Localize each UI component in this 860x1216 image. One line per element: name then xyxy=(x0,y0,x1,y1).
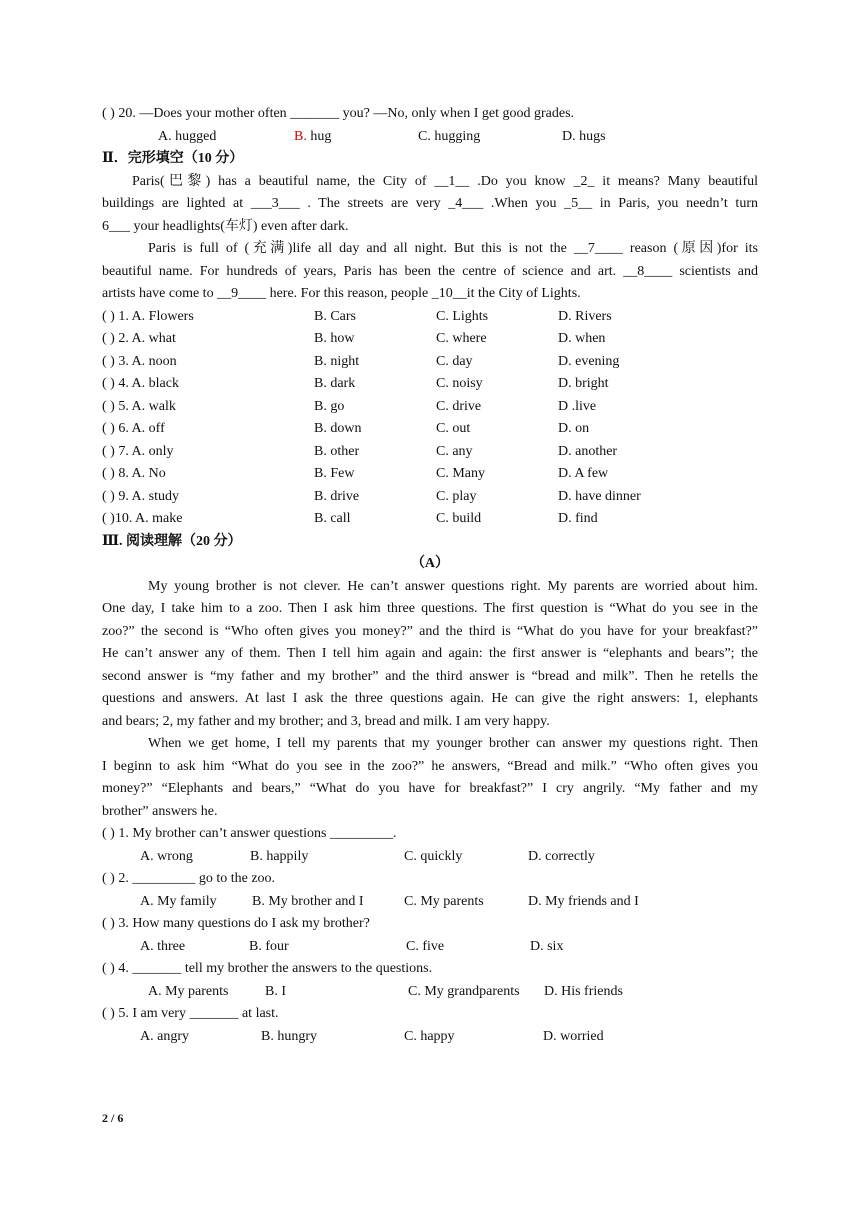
reading-option-c: C. five xyxy=(406,938,445,954)
cloze-option-d: D. on xyxy=(558,421,590,436)
reading-option-d: D. My friends and I xyxy=(528,893,639,909)
reading-question-options xyxy=(102,891,758,914)
q20-options xyxy=(102,126,758,149)
cloze-option-c: C. out xyxy=(436,421,471,436)
cloze-option-b: B. call xyxy=(314,511,351,526)
cloze-option-a: ( ) 4. A. black xyxy=(102,376,179,391)
cloze-option-b: B. Few xyxy=(314,466,355,481)
reading-option-d: D. correctly xyxy=(528,848,595,864)
cloze-option-c: C. where xyxy=(436,331,487,346)
reading-text-line: I beginn to ask him “What do you see in the zoo?” he answers, “Bread and milk.” “Who often gives you xyxy=(102,758,758,774)
cloze-question-row xyxy=(102,396,758,419)
cloze-question-row xyxy=(102,486,758,509)
cloze-option-c: C. day xyxy=(436,353,473,369)
page-number: 2 / 6 xyxy=(102,1111,124,1125)
reading-question-stem: ( ) 2. _________ go to the zoo. xyxy=(102,871,276,886)
cloze-option-b: B. down xyxy=(314,421,362,436)
cloze-option-c: C. noisy xyxy=(436,376,483,391)
cloze-option-d: D. find xyxy=(558,511,598,526)
q20-option-b-letter: B. xyxy=(294,128,307,144)
cloze-option-b: B. night xyxy=(314,353,360,369)
cloze-question-row xyxy=(102,306,758,329)
q20-option-b-text: hug xyxy=(306,128,332,144)
cloze-option-b: B. drive xyxy=(314,488,360,504)
section2-p1-line3: 6___ your headlights(车灯) even after dark. xyxy=(102,218,349,234)
cloze-option-d: D. another xyxy=(558,443,618,459)
reading-option-a: A. My family xyxy=(140,893,217,909)
cloze-question-row xyxy=(102,463,758,486)
reading-text-line: questions and answers. At last I ask the three questions again. He can give the right answers: 1, elephants xyxy=(102,691,758,706)
reading-question-options xyxy=(102,1026,758,1049)
reading-option-a: A. angry xyxy=(140,1028,189,1044)
reading-text-line: He can’t answer any of them. Then I tell him again and again: the first answer is “elephants and bears”; the xyxy=(102,646,758,661)
reading-option-d: D. His friends xyxy=(544,983,623,999)
cloze-option-d: D. have dinner xyxy=(558,488,641,504)
reading-text-line: second answer is “my father and my brother” and the third answer is “bread and milk”. Then he retells the xyxy=(102,668,758,684)
reading-option-b: B. My brother and I xyxy=(252,893,364,909)
cloze-option-d: D. A few xyxy=(558,466,609,481)
cloze-question-row xyxy=(102,441,758,464)
cloze-question-row xyxy=(102,328,758,351)
reading-option-d: D. six xyxy=(530,938,564,954)
cloze-question-row xyxy=(102,373,758,396)
reading-question-options xyxy=(102,936,758,959)
section3-heading: Ⅲ. 阅读理解（20 分） xyxy=(102,533,242,549)
section2-heading: Ⅱ．完形填空（10 分） xyxy=(102,151,244,166)
cloze-option-c: C. build xyxy=(436,511,482,526)
cloze-option-c: C. drive xyxy=(436,398,482,414)
cloze-option-b: B. Cars xyxy=(314,308,356,324)
reading-paragraph-2 xyxy=(102,733,758,823)
cloze-option-c: C. any xyxy=(436,443,473,459)
reading-question-stem: ( ) 5. I am very _______ at last. xyxy=(102,1006,279,1021)
reading-option-a: A. My parents xyxy=(148,983,229,999)
cloze-option-d: D. Rivers xyxy=(558,308,612,324)
reading-text-line: One day, I take him to a zoo. Then I ask him three questions. The first question is “What do you see in the xyxy=(102,601,758,616)
reading-question-options xyxy=(102,981,758,1004)
reading-option-b: B. happily xyxy=(250,848,309,864)
section2-p1-line2: buildings are lighted at ___3___ . The streets are very _4___ .When you _5__ in Paris, you needn’t turn xyxy=(102,196,758,211)
q20-option-c: C. hugging xyxy=(418,128,481,144)
reading-option-c: C. happy xyxy=(404,1028,455,1044)
cloze-option-d: D. when xyxy=(558,331,606,346)
reading-option-b: B. I xyxy=(265,983,286,999)
reading-option-c: C. My grandparents xyxy=(408,983,520,999)
cloze-question-row xyxy=(102,508,758,531)
cloze-question-row xyxy=(102,418,758,441)
cloze-question-row xyxy=(102,351,758,374)
cloze-option-a: ( )10. A. make xyxy=(102,511,183,526)
section2-p1-line1: Paris(巴黎) has a beautiful name, the City of __1__ .Do you know _2_ it means? Many beautiful xyxy=(132,173,758,189)
cloze-option-c: C. Many xyxy=(436,466,485,481)
section2-p2-line2: beautiful name. For hundreds of years, Paris has been the centre of science and art. __8____ scientists and xyxy=(102,263,758,279)
section2-p2-line1: Paris is full of (充满)life all day and all night. But this is not the __7____ reason (原因)for its xyxy=(148,241,758,256)
q20-option-b xyxy=(294,126,331,149)
reading-question-stem: ( ) 3. How many questions do I ask my brother? xyxy=(102,916,370,931)
cloze-option-a: ( ) 7. A. only xyxy=(102,443,174,459)
q20-option-a: A. hugged xyxy=(158,128,217,144)
reading-option-b: B. hungry xyxy=(261,1028,317,1044)
reading-option-b: B. four xyxy=(249,938,289,954)
cloze-option-a: ( ) 1. A. Flowers xyxy=(102,308,194,324)
cloze-option-b: B. how xyxy=(314,331,355,346)
reading-question-stem: ( ) 1. My brother can’t answer questions _________. xyxy=(102,826,397,841)
reading-option-a: A. wrong xyxy=(140,848,193,864)
reading-option-a: A. three xyxy=(140,938,186,954)
reading-text-line: zoo?” the second is “Who often gives you money?” and the third is “What do you have for your breakfast?” xyxy=(102,623,758,639)
cloze-option-c: C. Lights xyxy=(436,308,489,324)
cloze-option-d: D .live xyxy=(558,398,597,414)
worksheet-page xyxy=(102,103,758,1048)
cloze-option-a: ( ) 5. A. walk xyxy=(102,398,176,414)
cloze-option-a: ( ) 3. A. noon xyxy=(102,353,177,369)
cloze-option-a: ( ) 6. A. off xyxy=(102,421,165,436)
reading-paragraph-1 xyxy=(102,576,758,734)
cloze-option-a: ( ) 2. A. what xyxy=(102,331,176,346)
reading-text-line: brother” answers he. xyxy=(102,803,218,819)
cloze-option-a: ( ) 8. A. No xyxy=(102,466,166,481)
reading-question-stem: ( ) 4. _______ tell my brother the answers to the questions. xyxy=(102,961,433,976)
q20-stem: ( ) 20. —Does your mother often _______ you? —No, only when I get good grades. xyxy=(102,106,575,121)
section2-p2-line3: artists have come to __9____ here. For this reason, people _10__it the City of Lights. xyxy=(102,286,581,301)
section3-subheading: （A） xyxy=(410,556,450,571)
reading-option-c: C. quickly xyxy=(404,848,463,864)
cloze-option-a: ( ) 9. A. study xyxy=(102,488,179,504)
reading-text-line: My young brother is not clever. He can’t answer questions right. My parents are worried about him. xyxy=(148,578,758,594)
cloze-option-d: D. bright xyxy=(558,376,609,391)
cloze-question-list xyxy=(102,306,758,531)
cloze-option-b: B. go xyxy=(314,398,345,414)
reading-text-line: When we get home, I tell my parents that my younger brother can answer my questions right. Then xyxy=(148,736,758,751)
reading-text-line: and bears; 2, my father and my brother; and 3, bread and milk. I am very happy. xyxy=(102,713,550,729)
q20-option-d: D. hugs xyxy=(562,128,606,144)
cloze-option-c: C. play xyxy=(436,488,477,504)
cloze-option-b: B. other xyxy=(314,443,360,459)
reading-question-options xyxy=(102,846,758,869)
cloze-option-b: B. dark xyxy=(314,376,356,391)
reading-option-c: C. My parents xyxy=(404,893,484,909)
cloze-option-d: D. evening xyxy=(558,353,620,369)
reading-question-list xyxy=(102,823,758,1048)
reading-text-line: money?” “Elephants and bears,” “What do you have for breakfast?” I cry angrily. “My father and my xyxy=(102,781,758,796)
reading-option-d: D. worried xyxy=(543,1028,604,1044)
